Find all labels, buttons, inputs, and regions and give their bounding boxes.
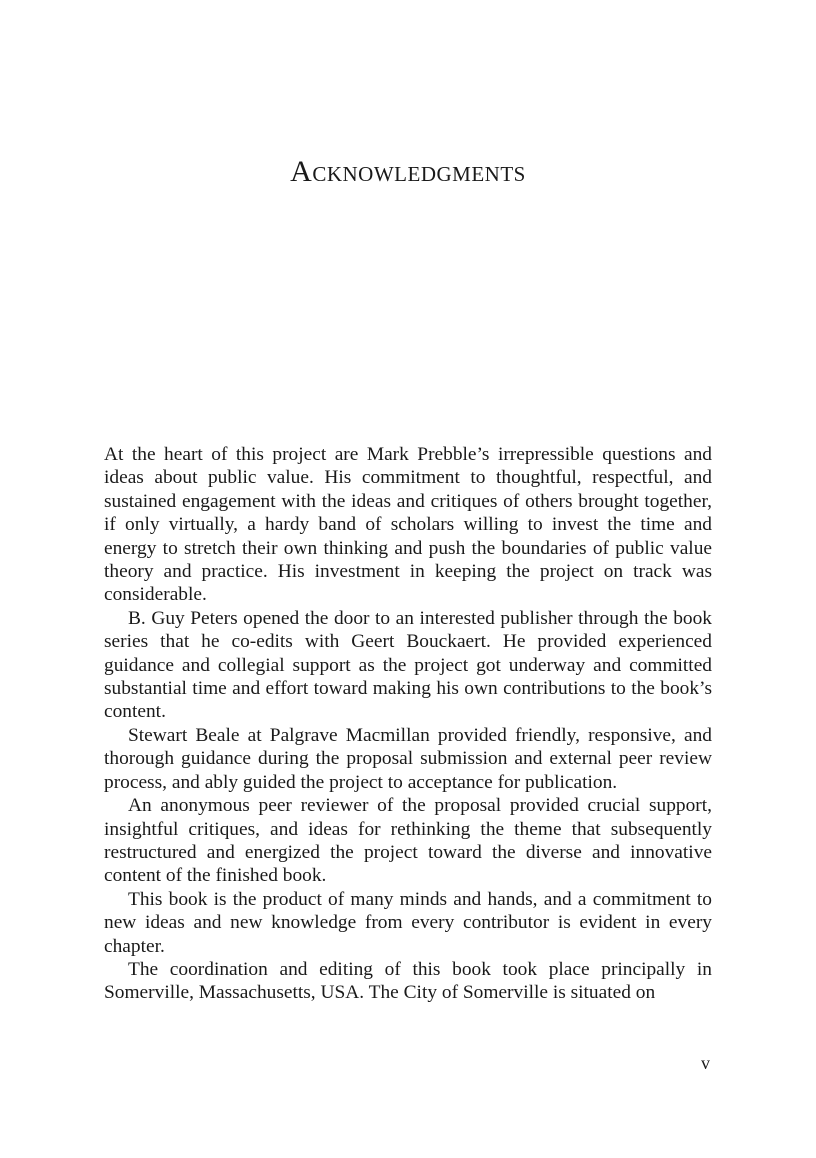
paragraph: This book is the product of many minds and hands, and a commitment to new ideas and new knowledge from every contributor is evident in every chapter. (104, 888, 712, 957)
page-title: Acknowledgments (290, 155, 526, 188)
body-text (104, 443, 712, 1005)
paragraph: An anonymous peer reviewer of the proposal provided crucial support, insightful critiques, and ideas for rethinking the theme that subsequently restructured and energized the project toward the diverse and innovative content of the finished book. (104, 795, 712, 887)
paragraph: At the heart of this project are Mark Prebble’s irrepressible questions and ideas about public value. His commitment to thoughtful, respectful, and sustained engagement with the ideas and critiques of others brought together, if only virtually, a hardy band of scholars willing to invest the time and energy to stretch their own thinking and push the boundaries of public value theory and practice. His investment in keeping the project on track was considerable. (104, 444, 712, 606)
page-number: v (701, 1053, 710, 1073)
paragraph: B. Guy Peters opened the door to an interested publisher through the book series that he co-edits with Geert Bouckaert. He provided experienced guidance and collegial support as the project got underway and committed substantial time and effort toward making his own contributions to the book’s content. (104, 607, 712, 723)
paragraph: The coordination and editing of this book took place principally in Somerville, Massachusetts, USA. The City of Somerville is situated on (104, 958, 712, 1004)
paragraph: Stewart Beale at Palgrave Macmillan provided friendly, responsive, and thorough guidance during the proposal submission and external peer review process, and ably guided the project to acceptance for publication. (104, 724, 712, 793)
